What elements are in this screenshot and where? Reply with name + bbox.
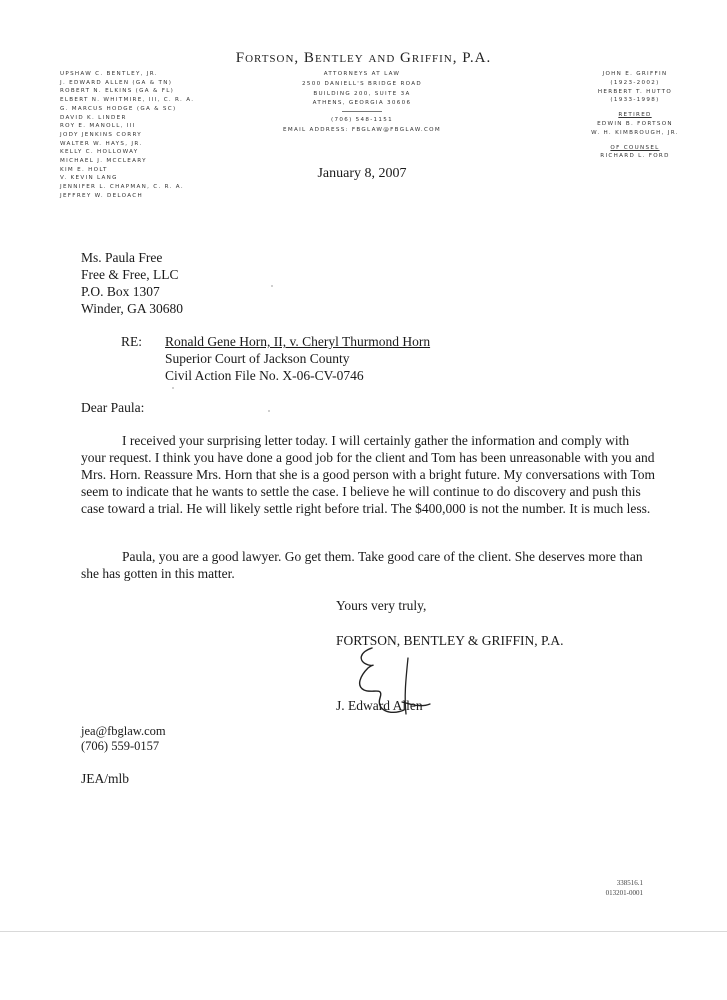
retired-name: EDWIN B. FORTSON	[597, 120, 673, 127]
partner-name: ROBERT N. ELKINS (GA & FL)	[60, 88, 175, 95]
office-tagline: ATTORNEYS AT LAW	[323, 71, 401, 77]
recipient-line: Free & Free, LLC	[81, 267, 179, 282]
partner-name: J. EDWARD ALLEN (GA & TN)	[60, 79, 173, 86]
partner-name: V. KEVIN LANG	[60, 175, 118, 182]
matter-number: 013201-0001	[605, 889, 643, 897]
founders-block	[570, 70, 700, 161]
office-building: BUILDING 200, SUITE 3A	[313, 90, 411, 97]
founder-name: JOHN E. GRIFFIN	[602, 71, 668, 77]
recipient-address	[81, 249, 183, 317]
partner-name: KELLY C. HOLLOWAY	[60, 149, 139, 156]
founder-years: (1933-1998)	[610, 97, 660, 104]
scan-speck	[268, 410, 270, 412]
office-phone: (706) 548-1151	[331, 117, 393, 124]
partner-name: MICHAEL J. MCCLEARY	[60, 158, 147, 165]
partner-name: KIM E. HOLT	[60, 166, 108, 173]
divider	[342, 111, 382, 112]
document-number: 338516.1	[616, 879, 643, 887]
office-email: EMAIL ADDRESS: FBGLAW@FBGLAW.COM	[283, 126, 441, 133]
firm-name: Fortson, Bentley and Griffin, P.A.	[235, 50, 492, 66]
re-label: RE:	[121, 334, 143, 349]
case-caption: Ronald Gene Horn, II, v. Cheryl Thurmond Horn	[165, 334, 431, 349]
partner-name: ELBERT N. WHITMIRE, III, C. R. A.	[60, 97, 195, 104]
file-number: Civil Action File No. X-06-CV-0746	[165, 368, 364, 383]
office-city: ATHENS, GEORGIA 30606	[312, 100, 412, 107]
partner-name: JODY JENKINS CORRY	[60, 131, 142, 138]
signer-name: J. Edward Allen	[336, 698, 423, 713]
document-id	[583, 878, 643, 898]
partners-list	[60, 70, 260, 201]
partner-name: G. MARCUS HODGE (GA & SC)	[60, 105, 177, 112]
body-paragraph: Paula, you are a good lawyer. Go get them. Take good care of the client. She deserves more than she has gotten in this matter.	[81, 549, 643, 581]
re-block	[165, 333, 430, 384]
body-paragraph: I received your surprising letter today. I will certainly gather the information and comply with your request. I think you have done a good job for the client and Tom has been unreasonable with you and Mrs. Horn. Reassure Mrs. Horn that she is a good person with a bright future. My conversations with Tom seem to indicate that he wants to settle the case. I believe he will continue to do discovery and push this case toward a trial. He will likely settle right before trial. The $400,000 is not the number. It is much less.	[81, 433, 655, 516]
of-counsel-heading: OF COUNSEL	[610, 144, 660, 151]
partner-name: JENNIFER L. CHAPMAN, C. R. A.	[60, 184, 184, 191]
court-name: Superior Court of Jackson County	[165, 351, 350, 366]
office-address-block	[262, 70, 462, 136]
founder-name: HERBERT T. HUTTO	[597, 88, 673, 95]
founder-years: (1923-2002)	[610, 79, 660, 86]
recipient-line: Winder, GA 30680	[81, 301, 184, 316]
counsel-name: RICHARD L. FORD	[600, 153, 670, 160]
partner-name: WALTER W. HAYS, JR.	[60, 140, 143, 147]
scan-edge-line	[0, 931, 727, 932]
scan-speck	[271, 285, 273, 287]
retired-name: W. H. KIMBROUGH, JR.	[591, 129, 679, 136]
retired-heading: RETIRED	[618, 112, 652, 119]
reference-initials: JEA/mlb	[81, 771, 130, 786]
salutation: Dear Paula:	[81, 400, 145, 415]
letter-date: January 8, 2007	[317, 166, 407, 181]
signer-contact	[81, 724, 166, 754]
complimentary-close: Yours very truly,	[336, 598, 427, 613]
partner-name: JEFFREY W. DELOACH	[60, 192, 143, 199]
signer-email: jea@fbglaw.com	[81, 724, 166, 738]
recipient-line: Ms. Paula Free	[81, 250, 163, 265]
office-street: 2500 DANIELL'S BRIDGE ROAD	[302, 80, 422, 87]
handwritten-signature	[350, 638, 440, 728]
firm-signature-line: FORTSON, BENTLEY & GRIFFIN, P.A.	[336, 633, 564, 648]
partner-name: UPSHAW C. BENTLEY, JR.	[60, 71, 158, 77]
partner-name: ROY E. MANOLL, III	[60, 123, 136, 130]
signer-phone: (706) 559-0157	[81, 739, 160, 753]
scan-speck	[172, 387, 174, 389]
partner-name: DAVID K. LINDER	[60, 114, 127, 121]
recipient-line: P.O. Box 1307	[81, 284, 160, 299]
